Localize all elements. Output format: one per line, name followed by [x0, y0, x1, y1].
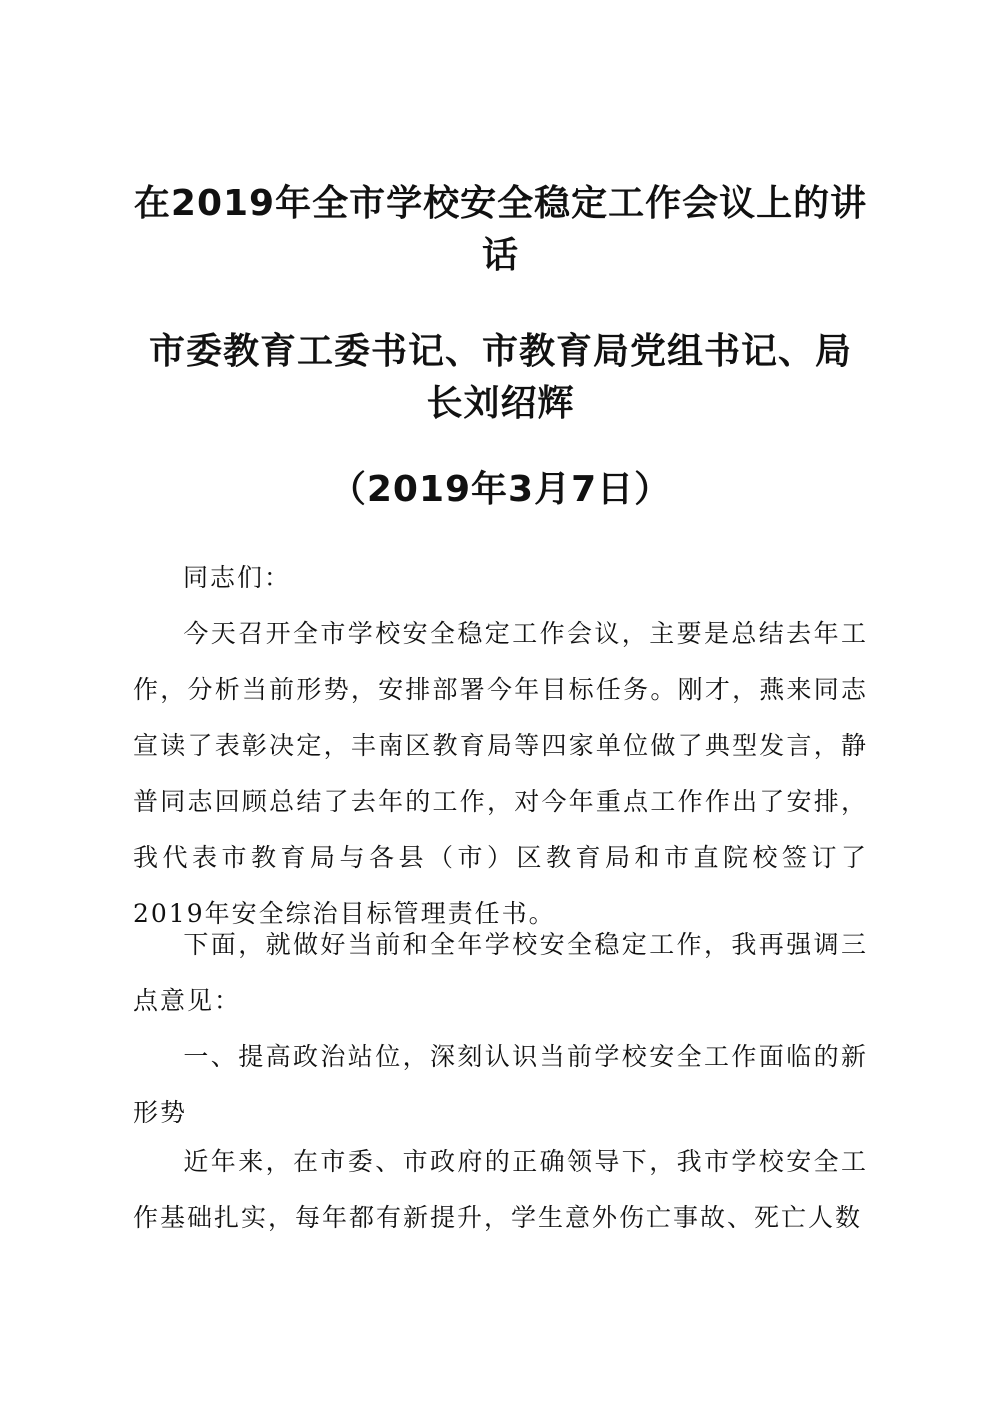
points-text: 下面，就做好当前和全年学校安全稳定工作，我再强调三点意见：	[133, 930, 868, 1015]
section-body-1-text: 近年来，在市委、市政府的正确领导下，我市学校安全工作基础扎实，每年都有新提升，学生意外伤亡事故、死亡人数	[133, 1147, 868, 1232]
section-body-1	[133, 1134, 868, 1246]
section-heading-1-text: 一、提高政治站位，深刻认识当前学校安全工作面临的新形势	[133, 1042, 868, 1127]
greeting-text: 同志们：	[183, 563, 292, 592]
intro-paragraph	[133, 606, 868, 942]
document-title: 在2019年全市学校安全稳定工作会议上的讲话	[133, 183, 868, 276]
intro-text: 今天召开全市学校安全稳定工作会议，主要是总结去年工作，分析当前形势，安排部署今年目标任务。刚才，燕来同志宣读了表彰决定，丰南区教育局等四家单位做了典型发言，静普同志回顾总结了去年的工作，对今年重点工作作出了安排，我代表市教育局与各县（市）区教育局和市直院校签订了2019年安全综治目标管理责任书。	[133, 619, 868, 928]
author-line: 市委教育工委书记、市教育局党组书记、局长刘绍辉	[148, 331, 852, 424]
section-heading-1	[133, 1029, 868, 1141]
greeting-paragraph	[133, 550, 868, 606]
date-line: （2019年3月7日）	[329, 469, 672, 510]
points-paragraph	[133, 917, 868, 1029]
